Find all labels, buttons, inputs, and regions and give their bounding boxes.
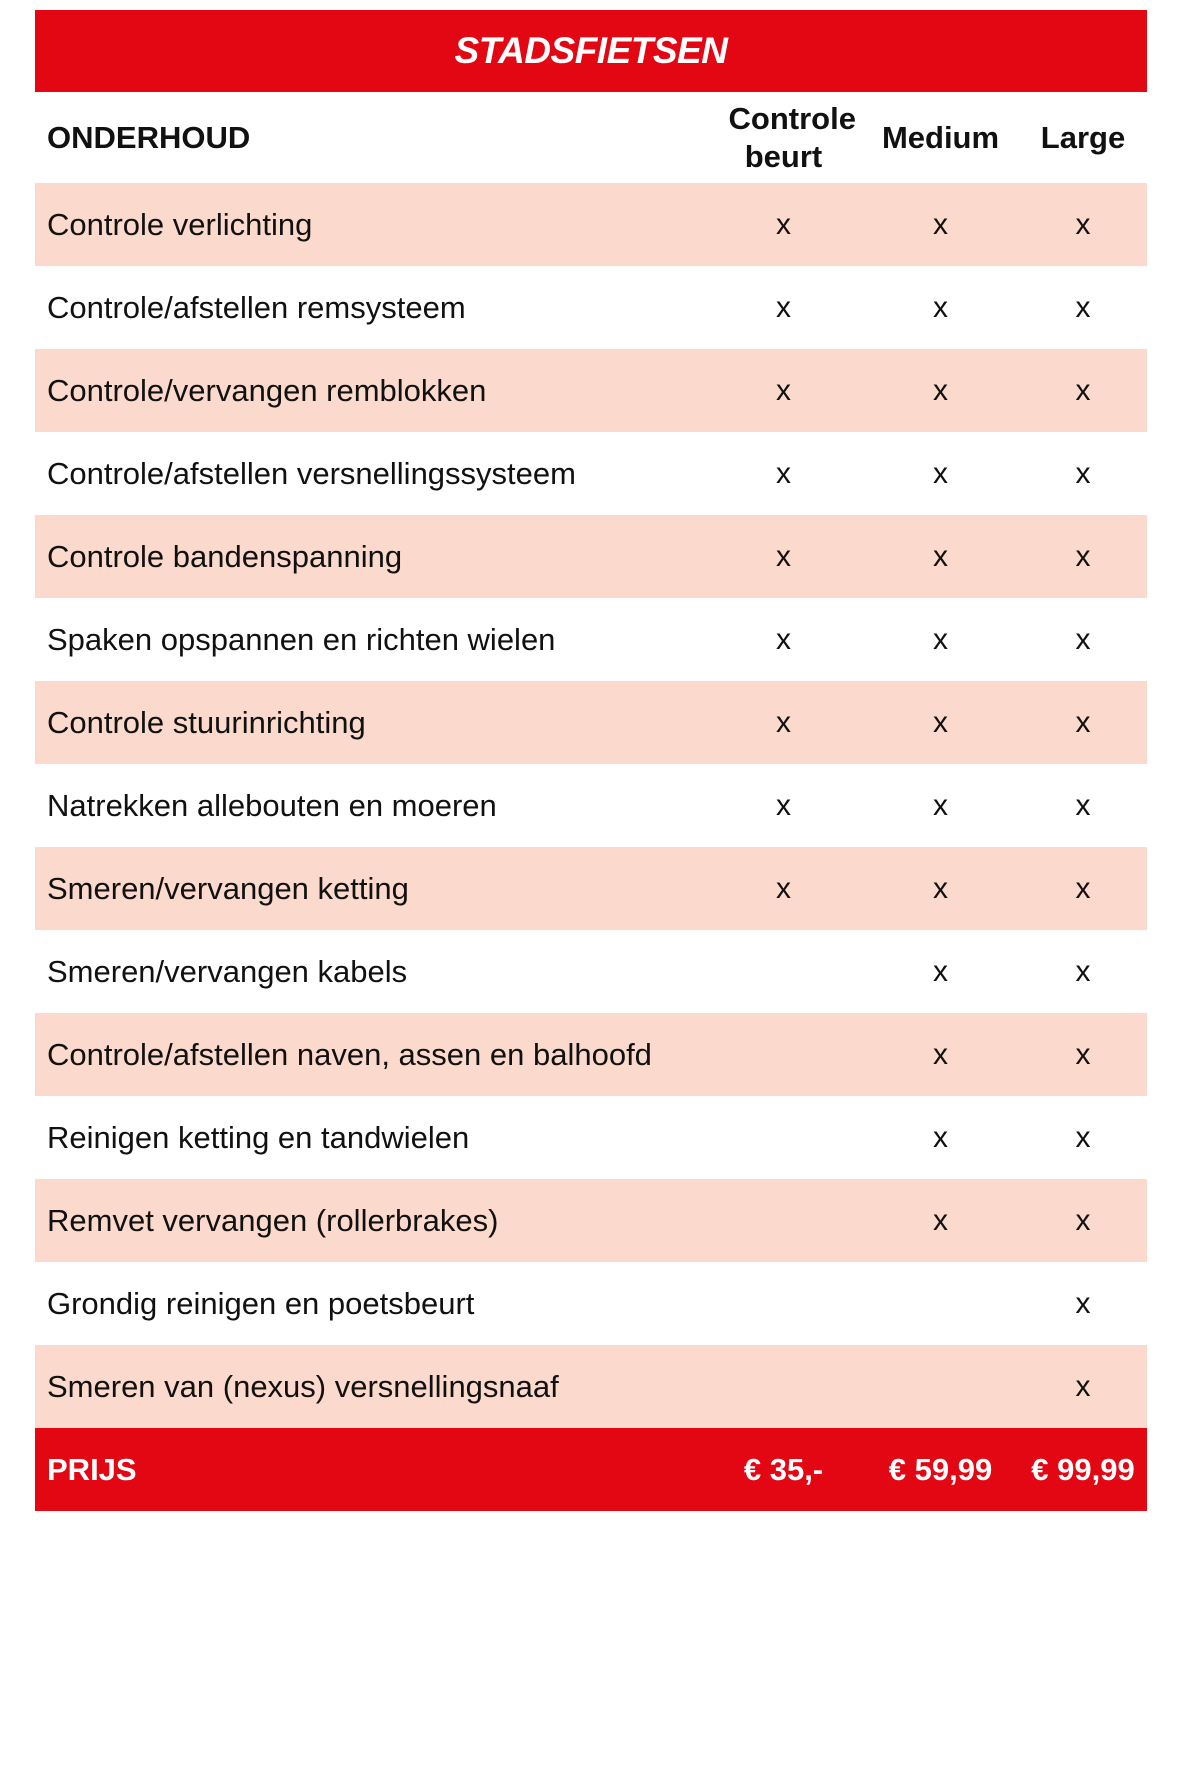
mark-large: x [1075,207,1091,241]
mark-large: x [1075,290,1091,324]
table-row [35,681,1147,764]
header-col-controle-beurt [705,100,862,176]
table-row [35,1345,1147,1428]
row-label: Smeren van (nexus) versnellingsnaaf [47,1368,559,1404]
mark-medium: x [933,539,948,573]
table-row [35,847,1147,930]
mark-medium: x [933,1120,948,1154]
mark-controle-beurt: x [776,290,791,324]
mark-large: x [1075,1037,1091,1071]
mark-controle-beurt: x [776,373,791,407]
table-row [35,1096,1147,1179]
mark-controle-beurt: x [776,539,791,573]
row-label: Controle verlichting [47,206,313,242]
row-label: Controle/vervangen remblokken [47,372,487,408]
mark-large: x [1075,954,1091,988]
price-large: € 99,99 [1031,1451,1135,1487]
table-row [35,349,1147,432]
table-row [35,1179,1147,1262]
mark-controle-beurt: x [776,788,791,822]
table-row [35,515,1147,598]
table-row [35,764,1147,847]
row-label: Smeren/vervangen ketting [47,870,409,906]
mark-controle-beurt: x [776,705,791,739]
mark-large: x [1075,373,1091,407]
mark-medium: x [933,1037,948,1071]
table-row [35,930,1147,1013]
row-label: Reinigen ketting en tandwielen [47,1119,470,1155]
mark-medium: x [933,705,948,739]
header-label: ONDERHOUD [47,119,251,155]
mark-medium: x [933,456,948,490]
mark-medium: x [933,871,948,905]
header-col-medium: Medium [881,119,1000,155]
maintenance-table [35,10,1147,1511]
table-row [35,266,1147,349]
header-col-large: Large [1040,119,1126,155]
mark-large: x [1075,788,1091,822]
mark-medium: x [933,373,948,407]
mark-controle-beurt: x [776,207,791,241]
row-label: Controle/afstellen versnellingssysteem [47,455,576,491]
price-medium: € 59,99 [888,1451,993,1487]
mark-controle-beurt: x [776,622,791,656]
mark-large: x [1075,456,1091,490]
mark-large: x [1075,1286,1091,1320]
price-label: PRIJS [47,1451,137,1487]
table-title: STADSFIETSEN [35,10,1147,92]
mark-large: x [1075,705,1091,739]
mark-medium: x [933,788,948,822]
row-label: Remvet vervangen (rollerbrakes) [47,1202,499,1238]
mark-large: x [1075,1203,1091,1237]
price-controle-beurt: € 35,- [743,1451,824,1487]
mark-controle-beurt: x [776,871,791,905]
table-row [35,1262,1147,1345]
table-row [35,1013,1147,1096]
table-row [35,598,1147,681]
mark-medium: x [933,207,948,241]
row-label: Controle bandenspanning [47,538,403,574]
row-label: Smeren/vervangen kabels [47,953,408,989]
row-label: Controle/afstellen remsysteem [47,289,466,325]
table-header-row [35,92,1147,183]
mark-medium: x [933,290,948,324]
row-label: Controle/afstellen naven, assen en balhoofd [47,1036,652,1072]
mark-medium: x [933,622,948,656]
mark-large: x [1075,871,1091,905]
table-row [35,183,1147,266]
mark-controle-beurt: x [776,456,791,490]
row-label: Spaken opspannen en richten wielen [47,621,556,657]
table-row [35,432,1147,515]
mark-large: x [1075,1120,1091,1154]
mark-medium: x [933,954,948,988]
mark-medium: x [933,1203,948,1237]
row-label: Natrekken allebouten en moeren [47,787,497,823]
header-col-text: Controle beurt [728,100,856,174]
mark-large: x [1075,539,1091,573]
price-row [35,1428,1147,1511]
mark-large: x [1075,1369,1091,1403]
mark-large: x [1075,622,1091,656]
row-label: Controle stuurinrichting [47,704,366,740]
row-label: Grondig reinigen en poetsbeurt [47,1285,475,1321]
